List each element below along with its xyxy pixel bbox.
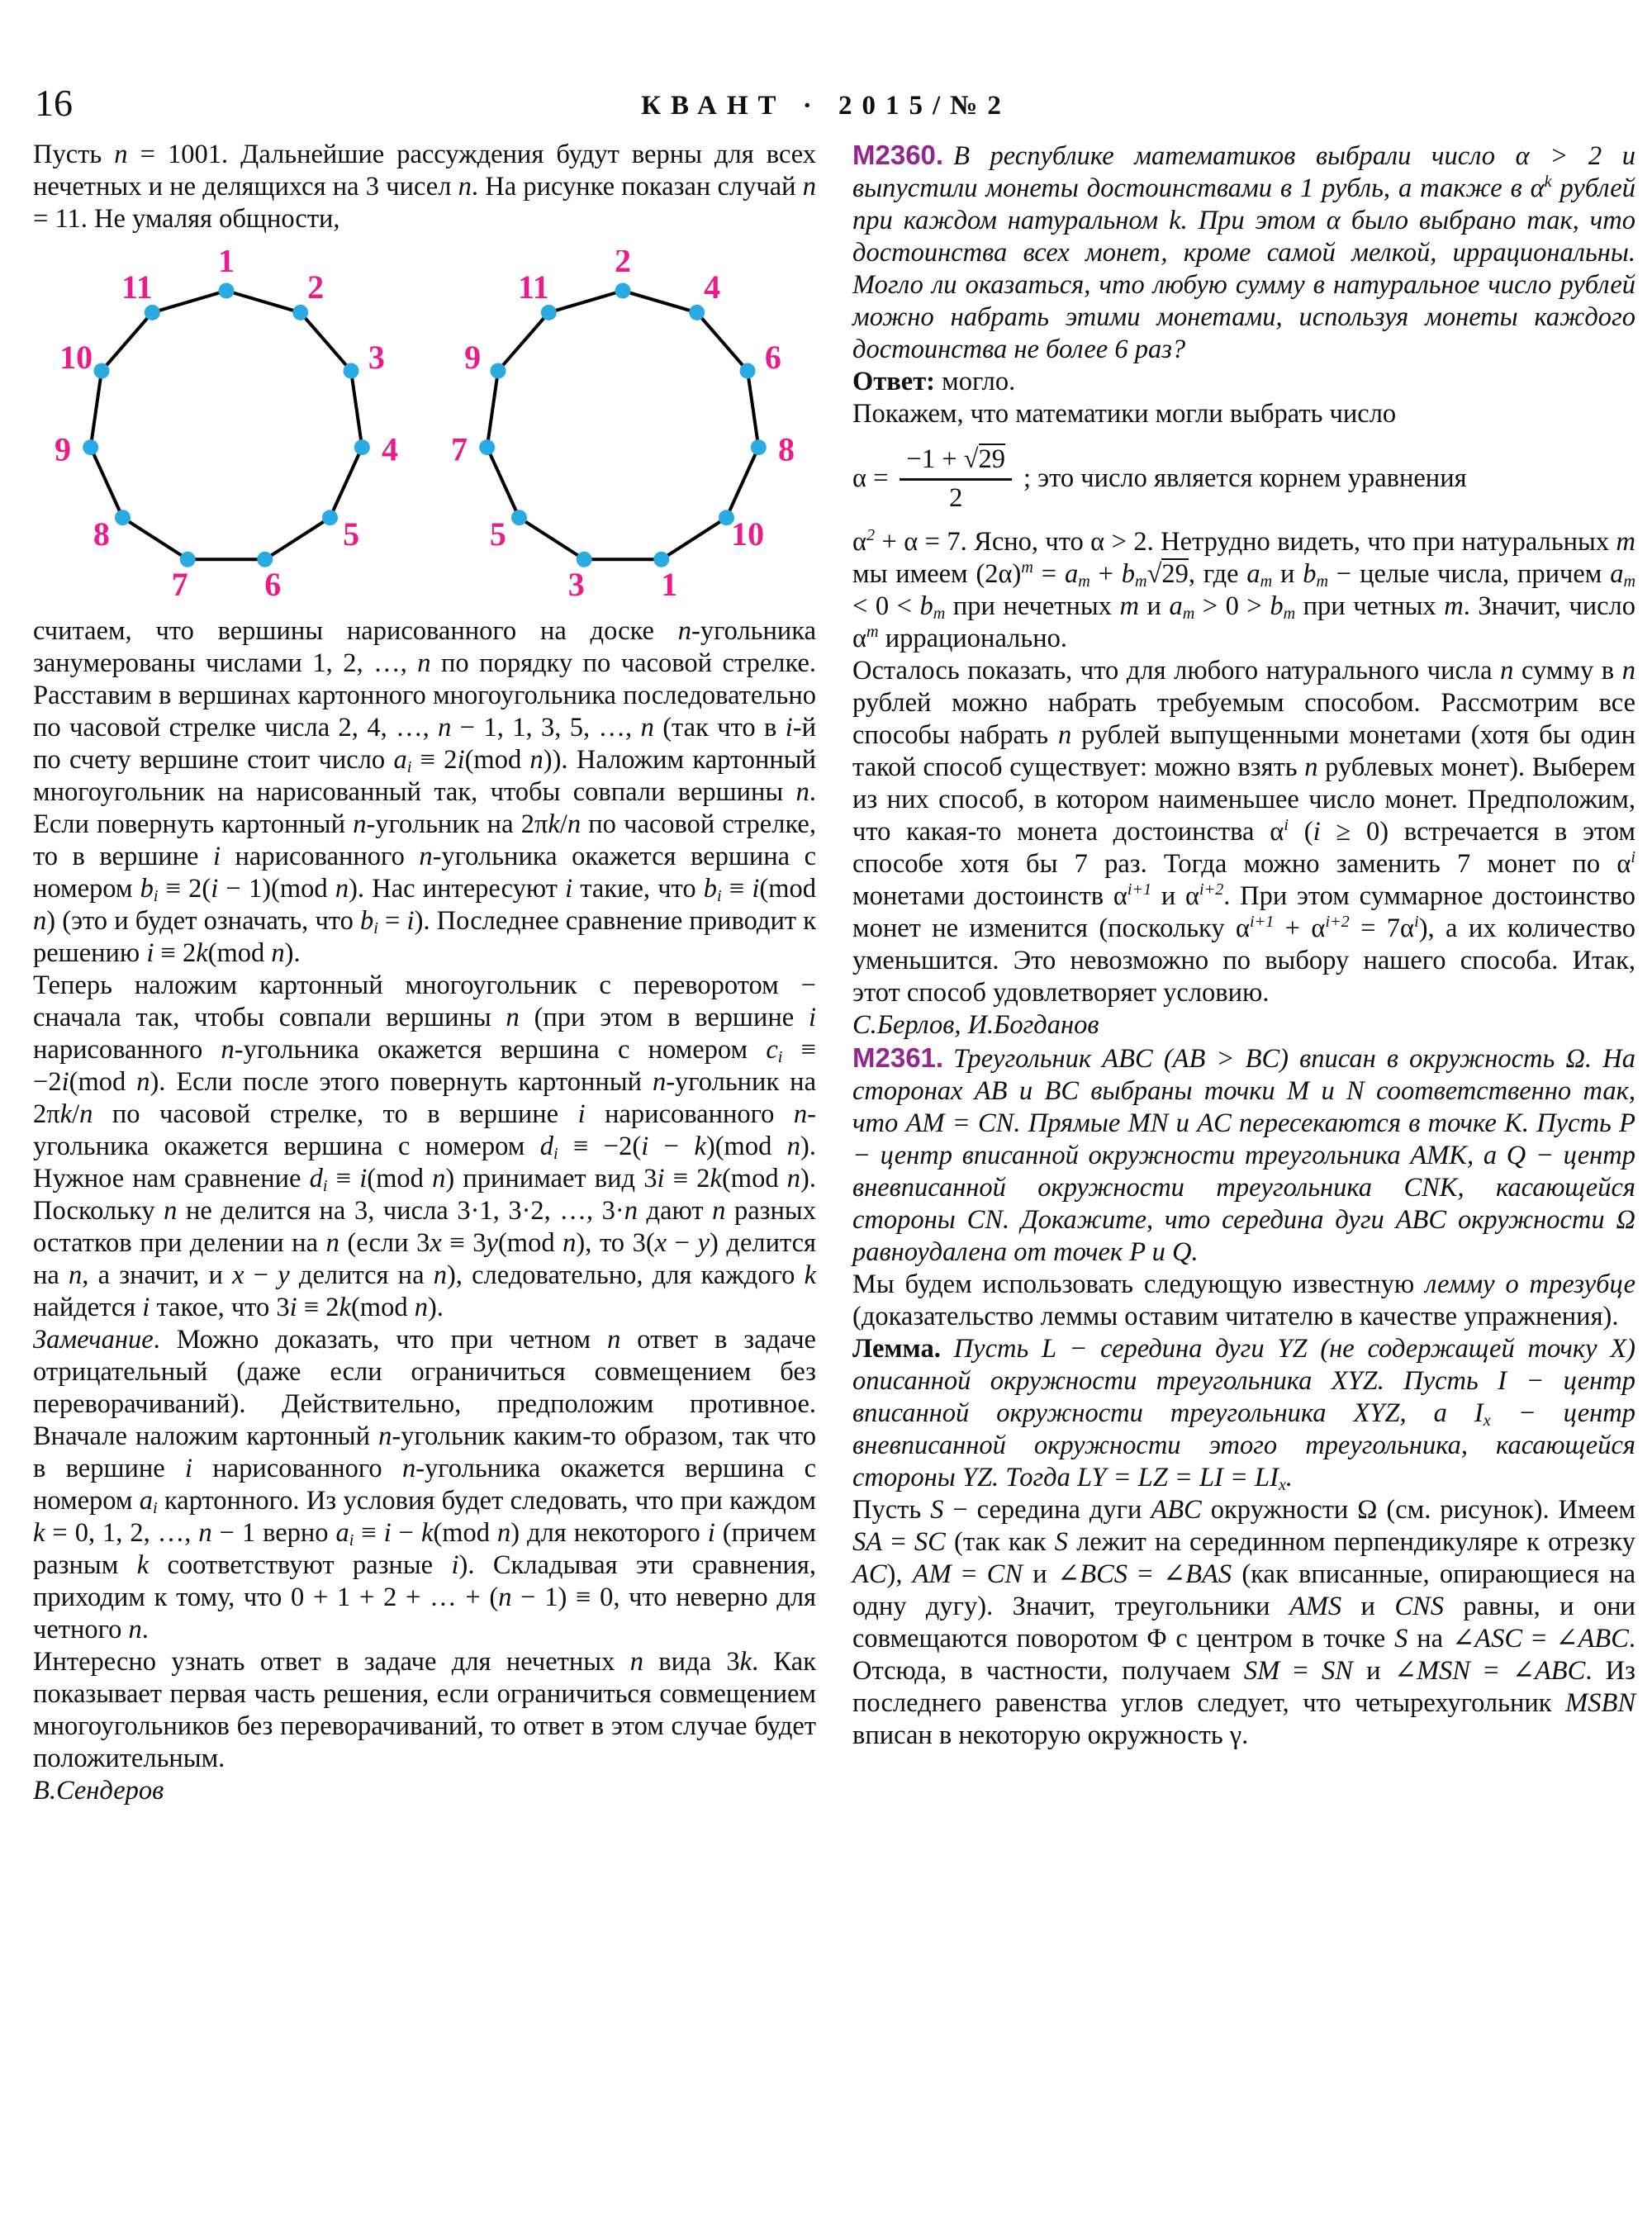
answer-line (852, 366, 1635, 398)
sqrt-radical: √ 29 (964, 444, 1005, 474)
problem-statement: Треугольник ABC (AB > BC) вписан в окружность Ω. На сторонах AB и BC выбраны точки M и N соответственно так, что AM = CN. Прямые MN и AC пересекаются в точке K. Пусть P − центр вписанной окружности треугольника AMK, а Q − центр вневписанной окружности треугольника CNK, касающейся стороны CN. Докажите, что середина дуги ABC окружности Ω равноудалена от точек P и Q. (852, 1044, 1635, 1267)
problem-label-m2360: М2360. (852, 140, 944, 170)
vertex-label: 2 (307, 268, 325, 306)
right-column (852, 139, 1635, 1752)
vertex-dot (83, 439, 98, 455)
vertex-dot (115, 510, 131, 525)
formula-lhs: α = (852, 463, 889, 493)
fraction-denominator: 2 (949, 482, 963, 513)
vertex-dot (354, 439, 370, 455)
paragraph-remark: Замечание. Можно доказать, что при четном n ответ в задаче отрицательный (даже если ограничиться совмещением без переворачиваний). Действительно, предположим противное. Вначале наложим картонный n-угольник каким-то образом, так что в вершине i нарисованного n-угольника окажется вершина с номером $a_i$ картонного. Из условия будет следовать, что при каждом k = 0, 1, 2, …, n − 1 верно $a_i \equiv i - k(mod$ n) для некоторого i (причем разным k соответствуют разные i). Складывая эти сравнения, приходим к тому, что 0 + 1 + 2 + … + (n − 1) ≡ 0, что неверно для четного n. (33, 1325, 817, 1644)
vertex-dot (479, 439, 495, 455)
paragraph-intro: Пусть n = 1001. Дальнейшие рассуждения будут верны для всех нечетных и не делящихся на 3 чисел n. На рисунке показан случай n = 11. Не умаляя общности, (33, 140, 817, 234)
vertex-dot (541, 305, 557, 320)
paragraph-coins: Осталось показать, что для любого натурального числа n сумму в n рублей можно набрать требуемым способом. Рассмотрим все способы набрать n рублей выпущенными монетами (хотя бы один такой способ существует: можно взять n рублевых монет). Выберем из них способ, в котором наименьшее число монет. Предположим, что какая-то монета достоинства $\alpha^i$ (i ≥ 0) встречается в этом способе хотя бы 7 раз. Тогда можно заменить 7 монет по $\alpha^i$ монетами достоинств $\alpha^{i+1}$ и $\alpha^{i+2}$. При этом суммарное достоинство монет не изменится (поскольку $\alpha^{i+1} + \alpha^{i+2} = 7\alpha^i$), а их количество уменьшится. Это невозможно по выбору нашего способа. Итак, этот способ удовлетворяет условию. (852, 656, 1636, 1008)
vertex-label: 9 (55, 430, 71, 468)
vertex-label: 3 (567, 566, 585, 604)
formula-tail: ; это число является корнем уравнения (1023, 463, 1467, 493)
vertex-dot (653, 552, 669, 567)
drawn-ngon-diagram (34, 250, 419, 605)
title-separator: · (802, 91, 822, 121)
author-signature: В.Сендеров (33, 1776, 164, 1806)
problem-statement: В республике математиков выбрали число α > 2 и выпустили монеты достоинствами в 1 рубль, а также в $\alpha^k$ рублей при каждом натуральном k. При этом α было выбрано так, что достоинства всех монет, кроме самой мелкой, иррациональны. Могло ли оказаться, что любую сумму в натуральное число рублей можно набрать этими монетами, используя монеты каждого достоинства не более 6 раз? (852, 141, 1635, 364)
vertex-dot (322, 510, 338, 525)
vertex-label: 6 (764, 339, 781, 377)
vertex-label: 7 (451, 430, 468, 468)
fraction (900, 444, 1012, 513)
vertex-dot (491, 363, 506, 379)
problem-m2360 (852, 139, 1635, 366)
fraction-numerator: −1 + √ 29 (900, 444, 1012, 480)
paragraph-show: Покажем, что математики могли выбрать число (852, 399, 1397, 429)
lemma-text: Пусть L − середина дуги YZ (не содержащей точку X) описанной окружности треугольника XYZ. Пусть I − центр вписанной окружности треугольника XYZ, а $I_x$ − центр вневписанной окружности этого треугольника, касающейся стороны YZ. Тогда LY = LZ = LI = $LI_x$. (852, 1334, 1636, 1495)
lemma-label: Лемма. (852, 1334, 941, 1364)
vertex-label: 1 (218, 250, 235, 280)
vertex-label: 11 (121, 268, 153, 306)
alpha-formula (852, 430, 1635, 526)
vertex-label: 2 (615, 250, 631, 280)
vertex-label: 4 (382, 430, 398, 468)
vertex-label: 10 (731, 515, 765, 553)
paragraph-irrational: $\alpha^2 + \alpha = 7$. Ясно, что α > 2. Нетрудно видеть, что при натуральных m мы имеем $(2\alpha)^m = a_m + b_m$ √ 29, где $a_m$ и $b_m$ − целые числа, причем $a_m < 0 < b_m$ при нечетных m и $a_m > 0 > b_m$ при четных m. Значит, число $\alpha^m$ иррационально. (852, 526, 1635, 655)
vertex-label: 4 (704, 268, 721, 306)
vertex-label: 9 (464, 339, 482, 377)
ngon-outline (91, 291, 363, 559)
vertex-dot (615, 283, 631, 299)
vertex-dot (344, 363, 359, 379)
paragraph-solution: Пусть S − середина дуги ABC окружности Ω (см. рисунок). Имеем SA = SC (так как S лежит на серединном перпендикуляре к отрезку AC), AM = CN и ∠BCS = ∠BAS (как вписанные, опирающиеся на одну дугу). Значит, треугольники AMS и CNS равны, и они совмещаются поворотом Φ с центром в точке S на ∠ASC = ∠ABC. Отсюда, в частности, получаем SM = SN и ∠MSN = ∠ABC. Из последнего равенства углов следует, что четырехугольник MSBN вписан в некоторую окружность γ. (852, 1495, 1636, 1750)
vertex-label: 6 (264, 566, 282, 604)
vertex-label: 10 (59, 339, 93, 377)
answer-label: Ответ: (852, 367, 936, 396)
problem-m2361 (852, 1042, 1635, 1269)
vertex-dot (740, 363, 756, 379)
ngon-outline (487, 291, 759, 559)
vertex-label: 5 (343, 515, 360, 553)
vertex-label: 1 (661, 566, 678, 604)
vertex-dot (257, 552, 273, 567)
vertex-dot (94, 363, 110, 379)
vertex-dot (219, 283, 235, 299)
journal-title (33, 91, 1619, 121)
answer-text: могло. (942, 367, 1016, 396)
paragraph-trident-intro: Мы будем использовать следующую известную лемму о трезубце (доказательство леммы оставим читателю в качестве упражнения). (852, 1269, 1635, 1331)
vertex-dot (145, 305, 160, 320)
vertex-label: 3 (368, 339, 385, 377)
journal-name: КВАНТ (641, 91, 786, 121)
issue-number: 2015/№2 (838, 91, 1011, 121)
vertex-label: 7 (171, 566, 188, 604)
paragraph-numbering: считаем, что вершины нарисованного на доске n-угольника занумерованы числами 1, 2, …, n по порядку по часовой стрелке. Расставим в вершинах картонного многоугольника последовательно по часовой стрелке числа 2, 4, …, n − 1, 1, 3, 5, …, n (так что в i-й по счету вершине стоит число $a_i \equiv 2i(mod$ n)). Наложим картонный многоугольник на нарисованный так, чтобы совпали вершины n. Если повернуть картонный n-угольник на 2πk/n по часовой стрелке, то в вершине i нарисованного n-угольника окажется вершина с номером $b_i \equiv 2(i - 1)(mod$ n). Нас интересуют i такие, что $b_i \equiv i(mod$ n) (это и будет означать, что $b_i = i$). Последнее сравнение приводит к решению i ≡ 2k(mod n). (33, 616, 816, 968)
vertex-label: 11 (518, 268, 549, 306)
page-header (33, 84, 1619, 130)
polygon-figure (33, 250, 816, 605)
vertex-dot (577, 552, 592, 567)
vertex-label: 5 (489, 515, 506, 553)
vertex-label: 8 (93, 515, 110, 553)
cardboard-ngon-diagram (430, 250, 815, 605)
vertex-dot (689, 305, 705, 320)
authors-signature: С.Берлов, И.Богданов (852, 1010, 1099, 1040)
problem-label-m2361: М2361. (852, 1042, 944, 1073)
paragraph-flip: Теперь наложим картонный многоугольник с переворотом − сначала так, чтобы совпали вершины n (при этом в вершине i нарисованного n-угольника окажется вершина с номером $c_i \equiv -2i(mod$ n). Если после этого повернуть картонный n-угольник на 2πk/n по часовой стрелке, то в вершине i нарисованного n-угольника окажется вершина с номером $d_i \equiv -2(i - k)(mod$ n). Нужное нам сравнение $d_i \equiv i(mod$ n) принимает вид 3i ≡ 2k(mod n). Поскольку n не делится на 3, числа 3·1, 3·2, …, 3·n дают n разных остатков при делении на n (если 3x ≡ 3y(mod n), то 3(x − y) делится на n, а значит, и x − y делится на n), следовательно, для каждого k найдется i такое, что 3i ≡ 2k(mod n). (33, 970, 816, 1322)
paragraph-question: Интересно узнать ответ в задаче для нечетных n вида 3k. Как показывает первая часть решения, если ограничиться совмещением многоугольников без переворачиваний, то ответ в этом случае будет положительным. (33, 1647, 817, 1773)
lemma (852, 1333, 1635, 1494)
vertex-dot (292, 305, 308, 320)
vertex-dot (511, 510, 527, 525)
vertex-dot (751, 439, 767, 455)
left-column (33, 139, 816, 1807)
page-number: 16 (35, 82, 73, 124)
vertex-dot (180, 552, 196, 567)
vertex-label: 8 (778, 430, 795, 468)
